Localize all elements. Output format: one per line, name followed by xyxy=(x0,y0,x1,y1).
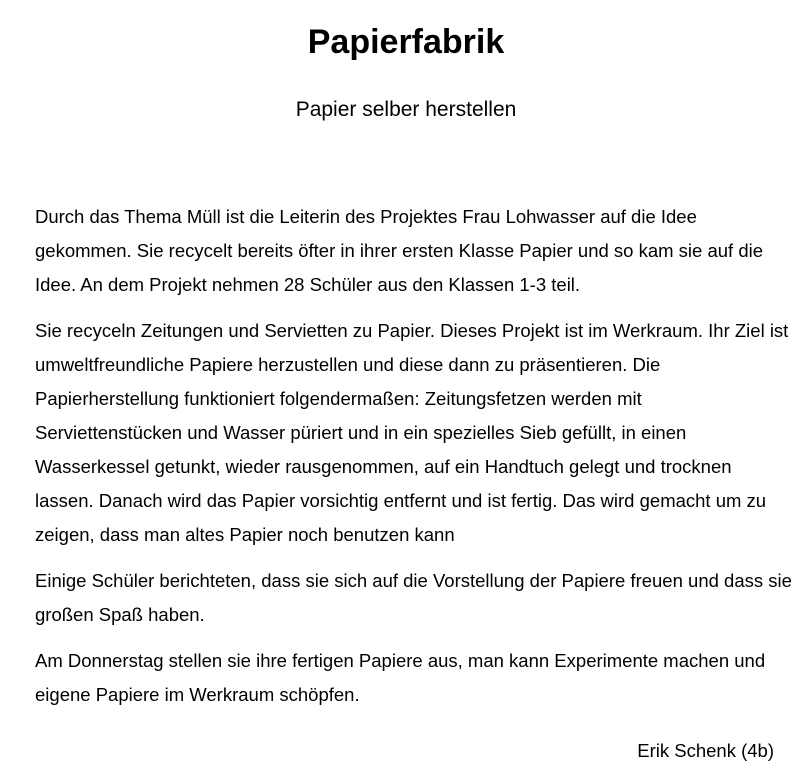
document-title: Papierfabrik xyxy=(307,23,505,61)
paragraph-intro: Durch das Thema Müll ist die Leiterin des Projektes Frau Lohwasser auf die Idee gekommen. Sie recycelt bereits öfter in ihrer ersten Klasse Papier und so kam sie auf die Idee. An dem Projekt nehmen 28 Schüler aus den Klassen 1-3 teil. xyxy=(35,206,764,295)
paragraph-process: Sie recyceln Zeitungen und Servietten zu Papier. Dieses Projekt ist im Werkraum. Ihr Ziel ist umweltfreundliche Papiere herzustellen und diese dann zu präsentieren. Die Papierherstellung funktioniert folgendermaßen: Zeitungsfetzen werden mit Serviettenstücken und Wasser püriert und in ein spezielles Sieb gefüllt, in einen Wasserkessel getunkt, wieder rausgenommen, auf ein Handtuch gelegt und trocknen lassen. Danach wird das Papier vorsichtig entfernt und ist fertig. Das wird gemacht um zu zeigen, dass man altes Papier noch benutzen kann xyxy=(35,320,789,545)
author-signature: Erik Schenk (4b) xyxy=(637,740,774,761)
paragraph-students: Einige Schüler berichteten, dass sie sich auf die Vorstellung der Papiere freuen und dass sie großen Spaß haben. xyxy=(35,570,792,625)
paragraph-exhibition: Am Donnerstag stellen sie ihre fertigen Papiere aus, man kann Experimente machen und eigene Papiere im Werkraum schöpfen. xyxy=(35,650,766,705)
article-body xyxy=(35,200,793,724)
document-subtitle: Papier selber herstellen xyxy=(295,98,517,121)
